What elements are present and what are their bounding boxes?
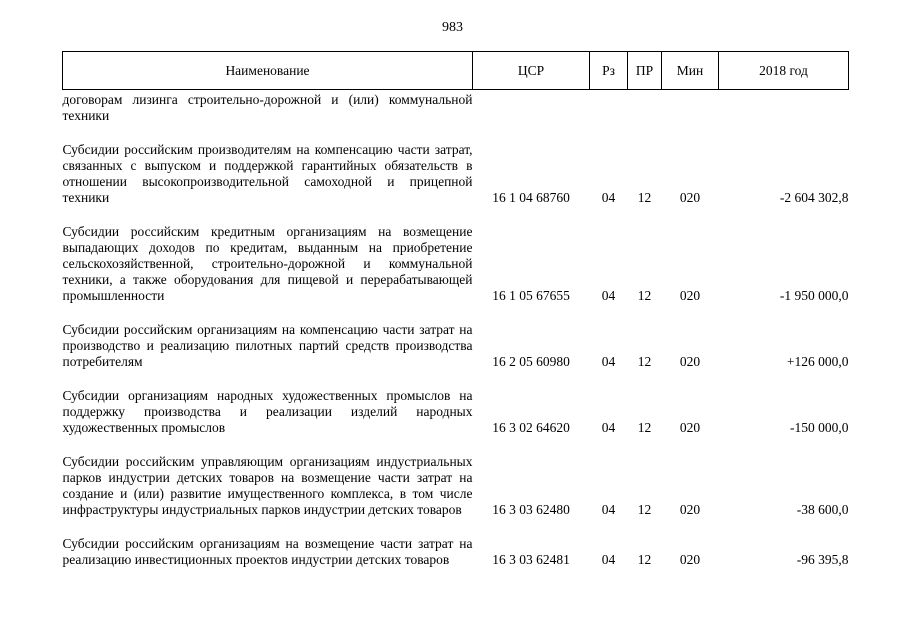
header-rz: Рз [590,52,628,90]
page-number: 983 [442,20,463,35]
row-csr: 16 3 03 62481 [492,552,570,567]
header-name: Наименование [63,52,473,90]
row-amount: -150 000,0 [790,420,849,435]
header-csr: ЦСР [473,52,590,90]
row-csr: 16 1 05 67655 [492,288,570,303]
row-min: 020 [679,288,701,303]
row-amount: -1 950 000,0 [779,288,849,303]
row-min: 020 [679,420,701,435]
row-name: Субсидии российским организациям на возмещение части затрат на реализацию инвестиционных проектов индустрии детских товаров [62,536,473,567]
row-pr: 12 [637,552,652,567]
row-rz: 04 [601,502,616,517]
row-pr: 12 [637,420,652,435]
row-min: 020 [679,190,701,205]
row-pr: 12 [637,502,652,517]
row-csr: 16 3 02 64620 [492,420,570,435]
row-pr: 12 [637,288,652,303]
table-row [63,370,849,436]
row-name: Субсидии российским производителям на компенсацию части затрат, связанных с выпуском и поддержкой гарантийных обязательств в отношении высокопроизводительной самоходной и прицепной техники [62,142,473,205]
table-header [63,52,849,90]
row-name: Субсидии российским кредитным организациям на возмещение выпадающих доходов по кредитам, выданным на приобретение сельскохозяйственной, строительно-дорожной и коммунальной техники, а также оборудования для пищевой и перерабатывающей промышленности [62,224,473,303]
header-min: Мин [662,52,719,90]
row-min: 020 [679,552,701,567]
table-row [63,124,849,206]
row-amount: -96 395,8 [796,552,849,567]
row-csr: 16 3 03 62480 [492,502,570,517]
row-name: Субсидии организациям народных художественных промыслов на поддержку производства и реализации изделий народных художественных промыслов [62,388,473,435]
row-pr: 12 [637,354,652,369]
table-row-continuation [63,90,849,125]
row-name: Субсидии российским управляющим организациям индустриальных парков индустрии детских товаров на возмещение части затрат на создание и (или) развитие имущественного комплекса, в том числе инфраструктуры индустриальных парков индустрии детских товаров [62,454,473,517]
row-rz: 04 [601,354,616,369]
budget-table [62,51,849,568]
table-row [63,304,849,370]
row-name: договорам лизинга строительно-дорожной и (или) коммунальной техники [62,92,473,123]
row-amount: -2 604 302,8 [779,190,849,205]
row-amount: -38 600,0 [796,502,849,517]
table-row [63,206,849,304]
header-year: 2018 год [719,52,849,90]
row-min: 020 [679,354,701,369]
row-name: Субсидии российским организациям на компенсацию части затрат на производство и реализацию пилотных партий средств производства потребителям [62,322,473,369]
row-amount: +126 000,0 [786,354,849,369]
row-rz: 04 [601,420,616,435]
row-min: 020 [679,502,701,517]
row-csr: 16 2 05 60980 [492,354,570,369]
row-rz: 04 [601,288,616,303]
table-row [63,436,849,518]
row-csr: 16 1 04 68760 [492,190,570,205]
table-row [63,518,849,568]
row-rz: 04 [601,552,616,567]
header-pr: ПР [628,52,662,90]
row-pr: 12 [637,190,652,205]
row-rz: 04 [601,190,616,205]
